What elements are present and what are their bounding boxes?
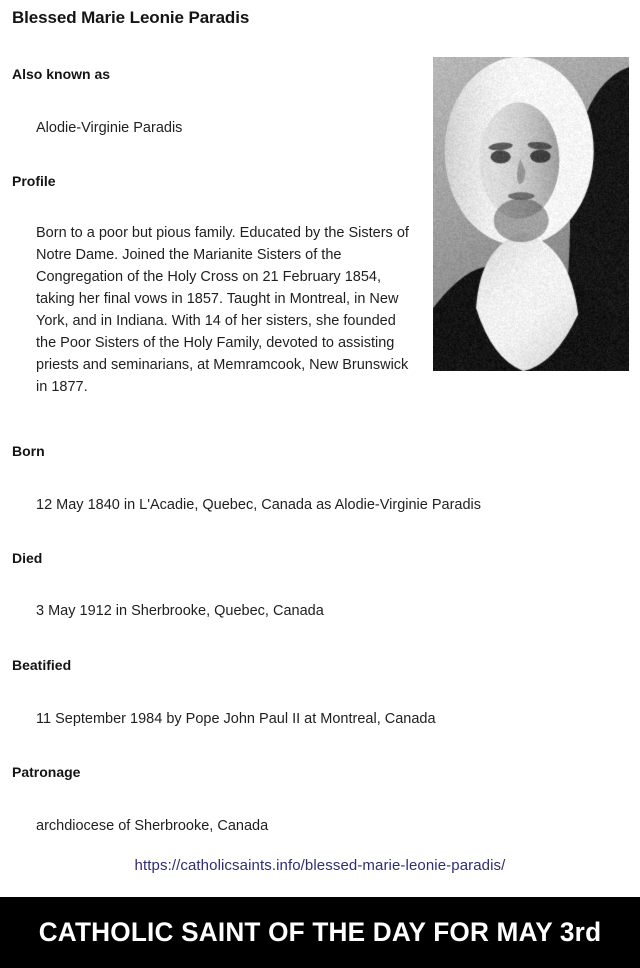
section-body-beatified: 11 September 1984 by Pope John Paul II at Montreal, Canada (36, 711, 436, 727)
section-body-died: 3 May 1912 in Sherbrooke, Quebec, Canada (36, 603, 324, 619)
section-body-also-known-as: Alodie-Virginie Paradis (36, 120, 183, 136)
section-body-patronage: archdiocese of Sherbrooke, Canada (36, 818, 269, 834)
section-heading-patronage: Patronage (12, 764, 81, 780)
source-url-link[interactable]: https://catholicsaints.info/blessed-marie-leonie-paradis/ (134, 857, 506, 874)
section-body-born: 12 May 1840 in L'Acadie, Quebec, Canada as Alodie-Virginie Paradis (36, 497, 482, 513)
section-heading-also-known-as: Also known as (12, 66, 111, 82)
section-heading-died: Died (12, 550, 43, 566)
bottom-banner (0, 897, 640, 968)
portrait-canvas (433, 57, 629, 371)
section-heading-beatified: Beatified (12, 657, 72, 673)
banner-title: CATHOLIC SAINT OF THE DAY FOR MAY 3rd (38, 917, 602, 947)
section-heading-profile: Profile (12, 173, 56, 189)
page-title: Blessed Marie Leonie Paradis (12, 8, 250, 27)
section-heading-born: Born (12, 443, 45, 459)
saint-portrait-photo (433, 57, 629, 371)
section-body-profile: Born to a poor but pious family. Educated by the Sisters of Notre Dame. Joined the Marianite Sisters of the Congregation of the Holy Cross on 21 February 1854, taking her final vows in 1857. Taught in Montreal, in New York, and in Indiana. With 14 of her sisters, she founded the Poor Sisters of the Holy Family, devoted to assisting priests and seminarians, at Memramcook, New Brunswick in 1877. (36, 225, 409, 395)
